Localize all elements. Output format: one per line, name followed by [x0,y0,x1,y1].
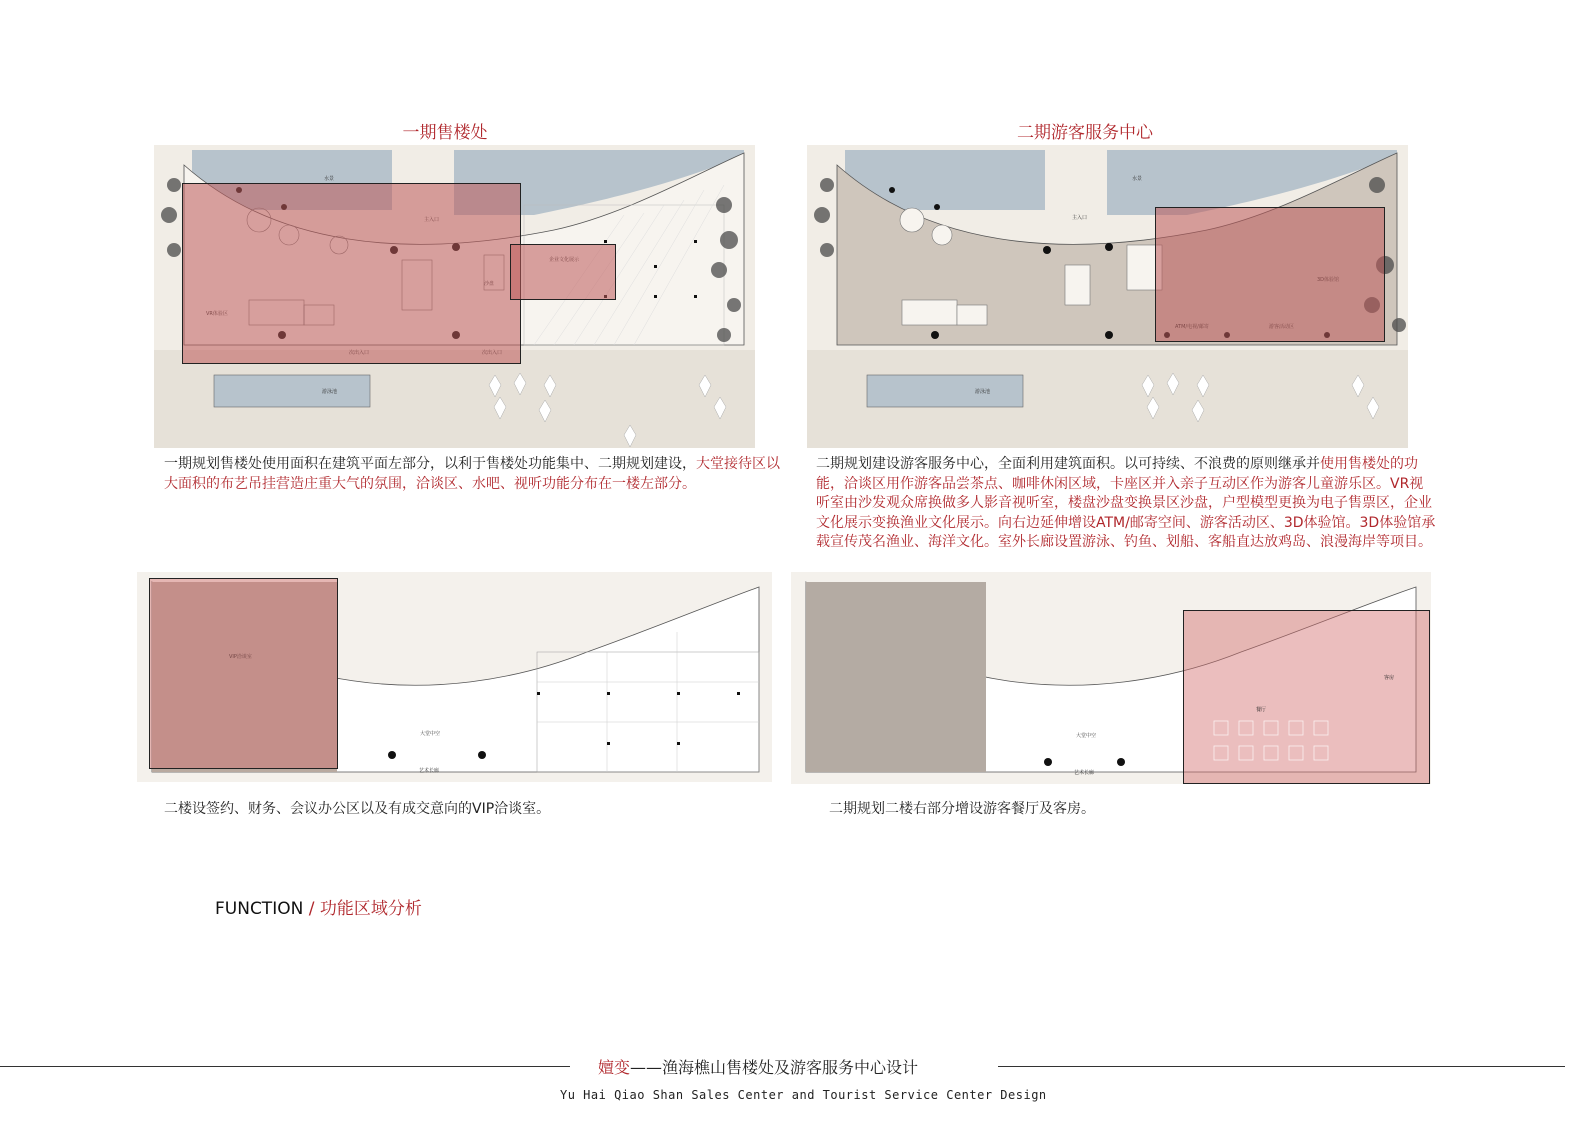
phase1-water-label: 水景 [324,176,335,182]
phase1-title: 一期售楼处 [402,123,488,143]
footer-title-dash: —— [630,1058,663,1077]
section-label-en: FUNCTION [215,899,304,919]
phase2-main-entrance-label: 主入口 [1072,215,1088,221]
phase1-second-floor-plan [137,572,772,782]
section-label-cn: 功能区域分析 [319,899,422,919]
phase1-office-zone [149,578,338,769]
phase1-second-floor-caption: 二楼设签约、财务、会议办公区以及有成交意向的VIP洽谈室。 [164,801,551,817]
phase2-description-black: 二期规划建设游客服务中心，全面利用建筑面积。以可持续、不浪费的原则继承并 [816,456,1320,472]
phase1-culture-zone [510,244,616,300]
phase2-room-label: 客房 [1384,675,1395,681]
phase2-gallery-label: 艺术长廊 [1074,770,1095,776]
phase2-water-label: 水景 [1132,176,1143,182]
phase2-description [816,455,1436,553]
phase1-vip-label: VIP洽谈室 [229,654,252,660]
phase2-second-floor-plan [791,572,1431,784]
footer-rule-right [998,1066,1565,1067]
section-label [215,894,422,919]
phase1-gallery-label: 艺术长廊 [419,768,440,774]
phase1-description-black: 一期规划售楼处使用面积在建筑平面左部分，以利于售楼处功能集中、二期规划建设， [164,456,696,472]
phase1-description [164,455,784,494]
phase2-restaurant-zone [1183,610,1430,784]
phase1-atrium-label: 大堂中空 [420,731,441,737]
footer-title-black: 渔海樵山售楼处及游客服务中心设计 [662,1058,919,1077]
phase1-highlight-zone [182,183,521,364]
section-separator: / [303,899,320,919]
phase2-atrium-label: 大堂中空 [1076,733,1097,739]
phase2-pool-label: 游泳池 [975,389,991,395]
phase2-floorplan [807,145,1408,448]
footer-subtitle: Yu Hai Qiao Shan Sales Center and Tourist Service Center Design [560,1088,1047,1102]
phase2-restaurant-drawing [1184,611,1431,784]
footer-title-red: 嬗变 [598,1058,631,1077]
phase1-description-red: 大堂接待区以大面积的布艺吊挂营造庄重大气的氛围，洽谈区、水吧、视听功能分布在一楼左部分。 [164,456,780,492]
phase2-description-red: 使用售楼处的功能，洽谈区用作游客品尝茶点、咖啡休闲区域，卡座区并入亲子互动区作为游客儿童游乐区。VR视听室由沙发观众席换做多人影音视听室，楼盘沙盘变换景区沙盘，户型模型更换为电子售票区，企业文化展示变换渔业文化展示。向右边延伸增设ATM/邮寄空间、游客活动区、3D体验馆。3D体验馆承载宣传茂名渔业、海洋文化。室外长廊设置游泳、钓鱼、划船、客船直达放鸡岛、浪漫海岸等项目。 [816,456,1436,550]
phase2-restaurant-label: 餐厅 [1256,707,1267,713]
phase2-highlight-zone [1155,207,1385,342]
phase1-floorplan [154,145,755,448]
phase2-second-floor-caption: 二期规划二楼右部分增设游客餐厅及客房。 [829,801,1095,817]
phase2-title: 二期游客服务中心 [1017,123,1153,143]
footer-title [598,1055,918,1078]
phase1-pool-label: 游泳池 [322,389,338,395]
footer-rule-left [0,1066,570,1067]
